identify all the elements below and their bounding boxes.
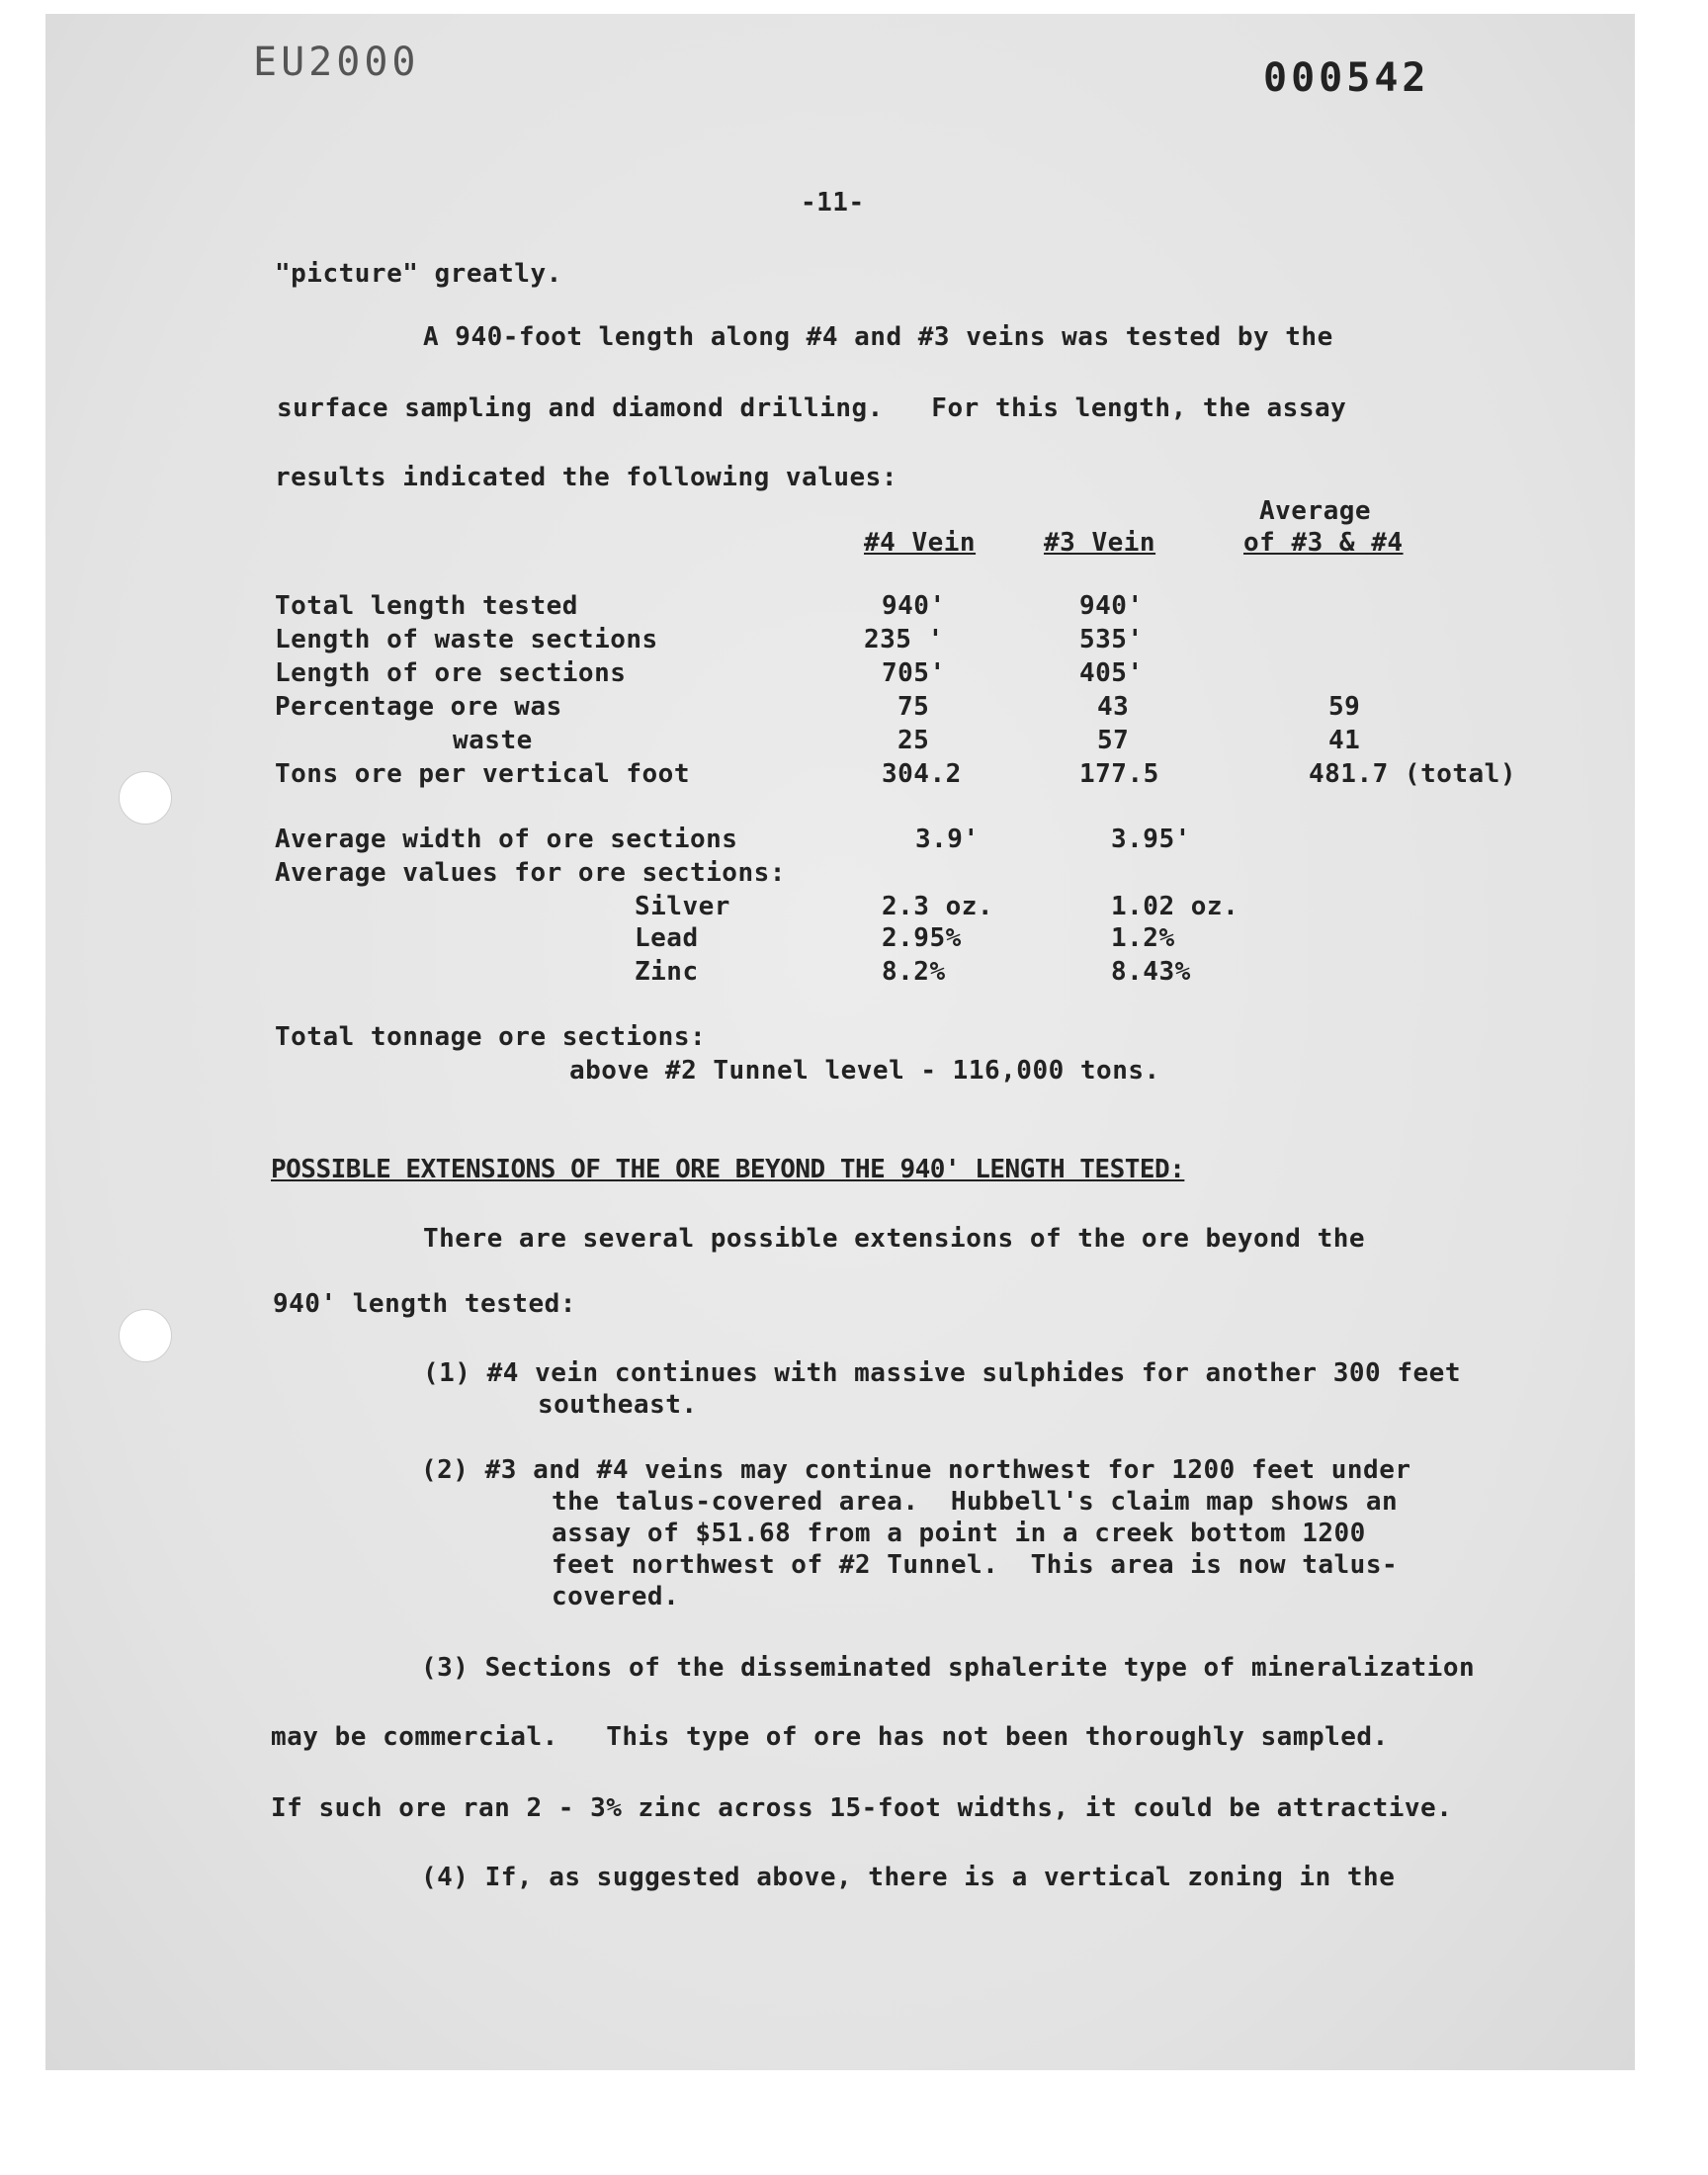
table-cell: 43	[1097, 692, 1130, 722]
paragraph-line: surface sampling and diamond drilling. For this length, the assay	[277, 393, 1347, 423]
paragraph-line: A 940-foot length along #4 and #3 veins was tested by the	[423, 322, 1333, 352]
table-cell: 41	[1328, 726, 1361, 755]
list-item: covered.	[552, 1582, 680, 1611]
paragraph-line: If such ore ran 2 - 3% zinc across 15-foot widths, it could be attractive.	[271, 1793, 1453, 1823]
table-cell: 177.5	[1079, 759, 1159, 789]
stamp-left: EU2000	[253, 40, 420, 85]
paragraph-line: There are several possible extensions of the ore beyond the	[423, 1224, 1366, 1254]
section-heading: POSSIBLE EXTENSIONS OF THE ORE BEYOND THE 940' LENGTH TESTED:	[271, 1155, 1185, 1184]
stamp-number: 000542	[1263, 55, 1430, 101]
table-cell: 8.43%	[1111, 957, 1191, 987]
table-row-label: waste	[453, 726, 533, 755]
list-item: assay of $51.68 from a point in a creek bottom 1200	[552, 1519, 1366, 1548]
table-cell: 8.2%	[882, 957, 946, 987]
paragraph-line: results indicated the following values:	[275, 463, 897, 492]
table-cell: 3.9'	[915, 825, 980, 854]
table-cell: 940'	[1079, 591, 1144, 621]
table-cell: 2.3 oz.	[882, 892, 994, 921]
table-cell: 535'	[1079, 625, 1144, 654]
table-cell: 1.02 oz.	[1111, 892, 1239, 921]
table-cell: 59	[1328, 692, 1361, 722]
table-row-label: Total length tested	[275, 591, 578, 621]
table-row-label: Tons ore per vertical foot	[275, 759, 690, 789]
punch-hole-bottom	[119, 1309, 172, 1362]
metal-label: Zinc	[635, 957, 699, 987]
paragraph-line: may be commercial. This type of ore has not been thoroughly sampled.	[271, 1722, 1389, 1752]
table-header-4-vein: #4 Vein	[864, 528, 977, 558]
table-cell: 705'	[882, 658, 946, 688]
table-cell: 405'	[1079, 658, 1144, 688]
paragraph-line: "picture" greatly.	[275, 259, 562, 289]
table-cell: 25	[897, 726, 930, 755]
list-item: (1) #4 vein continues with massive sulphides for another 300 feet	[423, 1358, 1461, 1388]
table-cell: 2.95%	[882, 923, 962, 953]
table-row-label: Length of ore sections	[275, 658, 627, 688]
paragraph-line: 940' length tested:	[273, 1289, 576, 1319]
page-number: -11-	[801, 188, 865, 218]
table-row-label: Length of waste sections	[275, 625, 658, 654]
list-item: the talus-covered area. Hubbell's claim map shows an	[552, 1487, 1399, 1517]
list-item: southeast.	[538, 1390, 698, 1420]
list-item: feet northwest of #2 Tunnel. This area is now talus-	[552, 1550, 1399, 1580]
table-row-label: Percentage ore was	[275, 692, 562, 722]
table-header-avg-line2: of #3 & #4	[1243, 528, 1404, 558]
list-item: (2) #3 and #4 veins may continue northwest for 1200 feet under	[421, 1455, 1411, 1485]
table-cell: 3.95'	[1111, 825, 1191, 854]
table-cell: 1.2%	[1111, 923, 1175, 953]
table-cell: 235 '	[864, 625, 944, 654]
table-cell: 940'	[882, 591, 946, 621]
table-cell: 75	[897, 692, 930, 722]
punch-hole-top	[119, 771, 172, 825]
metal-label: Silver	[635, 892, 730, 921]
table-header-3-vein: #3 Vein	[1044, 528, 1156, 558]
tonnage-value: above #2 Tunnel level - 116,000 tons.	[569, 1056, 1160, 1086]
list-item: (4) If, as suggested above, there is a vertical zoning in the	[421, 1863, 1396, 1892]
table-row-label: Average values for ore sections:	[275, 858, 786, 888]
table-row-label: Average width of ore sections	[275, 825, 738, 854]
metal-label: Lead	[635, 923, 699, 953]
table-cell: 481.7 (total)	[1309, 759, 1516, 789]
table-cell: 57	[1097, 726, 1130, 755]
list-item: (3) Sections of the disseminated sphalerite type of mineralization	[421, 1653, 1476, 1683]
table-cell: 304.2	[882, 759, 962, 789]
table-header-avg-line1: Average	[1259, 496, 1372, 526]
tonnage-label: Total tonnage ore sections:	[275, 1022, 707, 1052]
